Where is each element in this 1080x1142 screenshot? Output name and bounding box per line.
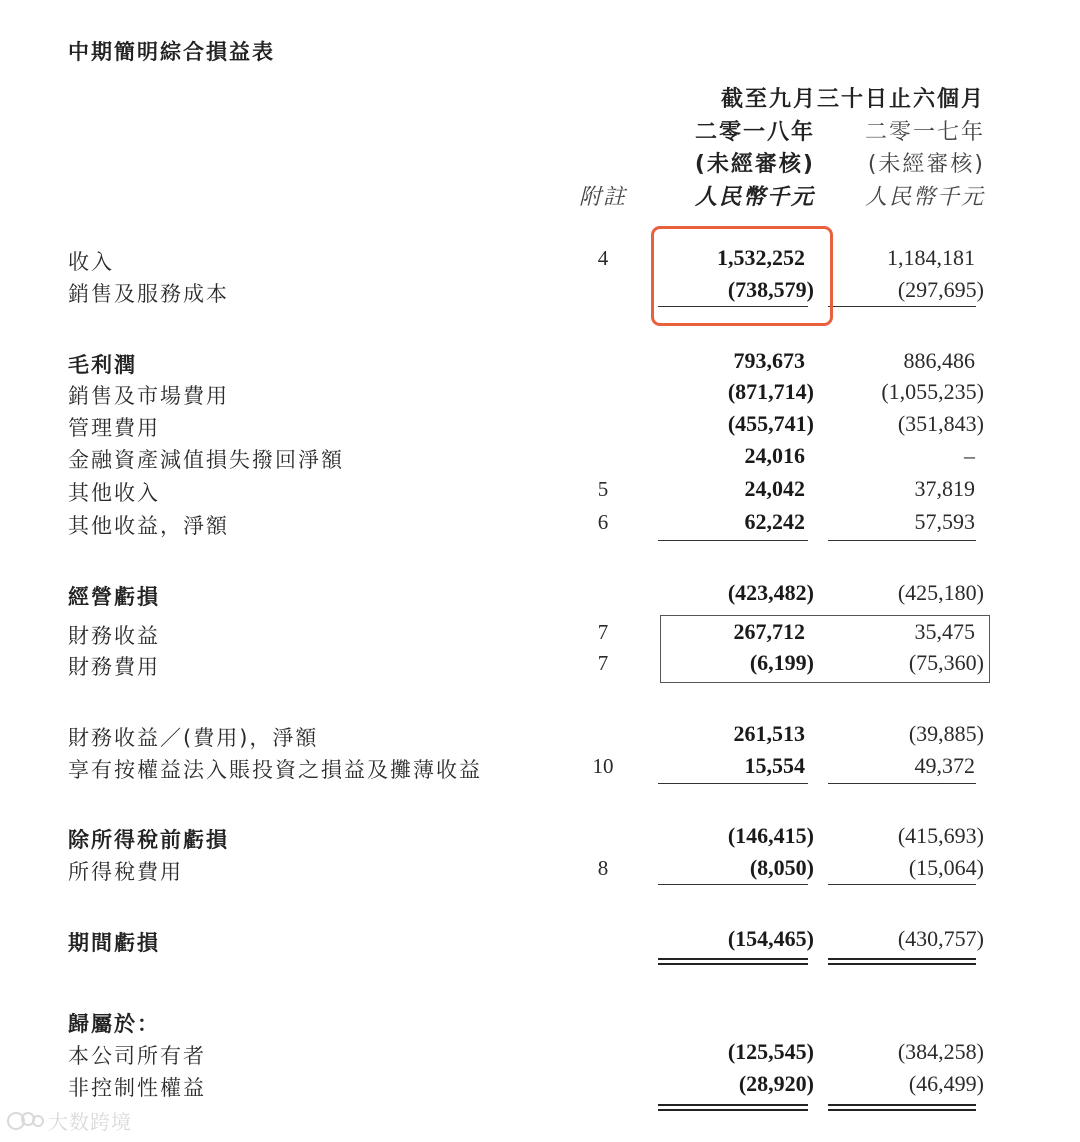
row-value-2017-period-loss: (430,757) — [897, 926, 984, 951]
row-value-2017-selling-marketing: (1,055,235) — [881, 379, 984, 404]
watermark-text: 大数跨境 — [48, 1110, 132, 1134]
row-value-2018-revenue: 1,532,252 — [717, 245, 805, 270]
row-label-income-tax: 所得稅費用 — [68, 860, 183, 884]
subtotal-rule — [658, 540, 808, 541]
highlight-box — [651, 226, 833, 326]
audit-2017-header: (未經審核) — [867, 152, 985, 177]
row-note-income-tax: 8 — [597, 856, 609, 880]
row-value-2017-other-gains: 57,593 — [914, 509, 975, 534]
row-value-2017-loss-before-tax: (415,693) — [897, 823, 984, 848]
subtotal-rule — [828, 306, 976, 307]
row-value-2018-income-tax: (8,050) — [749, 855, 814, 880]
row-label-loss-before-tax: 除所得稅前虧損 — [68, 828, 229, 852]
row-value-2018-owners: (125,545) — [727, 1039, 814, 1064]
row-value-2018-gross-profit: 793,673 — [733, 348, 805, 373]
row-value-2017-non-controlling: (46,499) — [908, 1071, 984, 1096]
row-note-other-gains: 6 — [597, 510, 609, 534]
row-value-2017-income-tax: (15,064) — [908, 855, 984, 880]
unit-2017-header: 人民幣千元 — [864, 185, 985, 210]
row-label-other-income: 其他收入 — [68, 481, 160, 505]
row-value-2017-other-income: 37,819 — [914, 476, 975, 501]
row-value-2018-finance-income: 267,712 — [733, 619, 805, 644]
row-label-other-gains: 其他收益，淨額 — [68, 514, 229, 538]
watermark — [6, 1106, 132, 1135]
row-label-admin-expenses: 管理費用 — [68, 416, 160, 440]
row-value-2017-cost-of-sales: (297,695) — [897, 277, 984, 302]
subtotal-rule — [658, 884, 808, 885]
row-value-2017-revenue: 1,184,181 — [887, 245, 975, 270]
row-value-2018-operating-loss: (423,482) — [727, 580, 814, 605]
row-note-finance-income: 7 — [597, 620, 609, 644]
row-label-finance-net: 財務收益／(費用)，淨額 — [68, 726, 319, 750]
row-value-2018-other-gains: 62,242 — [744, 509, 805, 534]
note-column-header: 附註 — [578, 185, 627, 210]
total-double-rule — [658, 958, 808, 965]
unit-2018-header: 人民幣千元 — [694, 185, 815, 210]
watermark-logo-icon — [6, 1109, 46, 1133]
statement-title: 中期簡明綜合損益表 — [68, 40, 275, 64]
year-2017-header: 二零一七年 — [864, 120, 985, 145]
row-value-2018-cost-of-sales: (738,579) — [727, 277, 814, 302]
row-value-2018-non-controlling: (28,920) — [738, 1071, 814, 1096]
row-value-2018-period-loss: (154,465) — [727, 926, 814, 951]
row-label-non-controlling: 非控制性權益 — [68, 1076, 206, 1100]
row-value-2017-operating-loss: (425,180) — [897, 580, 984, 605]
subtotal-rule — [828, 540, 976, 541]
subtotal-rule — [828, 783, 976, 784]
row-value-2017-equity-method: 49,372 — [914, 753, 975, 778]
row-label-operating-loss: 經營虧損 — [68, 585, 160, 609]
year-2018-header: 二零一八年 — [694, 120, 815, 145]
row-label-attributable-to: 歸屬於： — [68, 1012, 160, 1036]
row-value-2018-other-income: 24,042 — [744, 476, 805, 501]
total-double-rule — [828, 958, 976, 965]
row-value-2017-admin-expenses: (351,843) — [897, 411, 984, 436]
row-value-2017-finance-net: (39,885) — [908, 721, 984, 746]
row-value-2018-admin-expenses: (455,741) — [727, 411, 814, 436]
row-value-2018-finance-net: 261,513 — [733, 721, 805, 746]
row-label-impairment-reversal: 金融資產減值損失撥回淨額 — [68, 448, 344, 472]
total-double-rule — [828, 1104, 976, 1111]
audit-2018-header: (未經審核) — [694, 152, 815, 177]
row-value-2018-loss-before-tax: (146,415) — [727, 823, 814, 848]
row-value-2018-finance-costs: (6,199) — [749, 650, 814, 675]
row-label-gross-profit: 毛利潤 — [68, 353, 137, 377]
period-header: 截至九月三十日止六個月 — [720, 87, 985, 112]
row-value-2017-impairment-reversal: – — [964, 443, 975, 468]
subtotal-rule — [658, 783, 808, 784]
row-value-2018-equity-method: 15,554 — [744, 753, 805, 778]
row-label-selling-marketing: 銷售及市場費用 — [68, 384, 229, 408]
row-label-revenue: 收入 — [68, 250, 114, 274]
row-label-period-loss: 期間虧損 — [68, 931, 160, 955]
row-label-cost-of-sales: 銷售及服務成本 — [68, 282, 229, 306]
row-value-2017-finance-income: 35,475 — [914, 619, 975, 644]
row-value-2017-gross-profit: 886,486 — [903, 348, 975, 373]
subtotal-rule — [828, 884, 976, 885]
row-value-2017-owners: (384,258) — [897, 1039, 984, 1064]
row-value-2018-impairment-reversal: 24,016 — [744, 443, 805, 468]
row-note-other-income: 5 — [597, 477, 609, 501]
row-label-equity-method: 享有按權益法入賬投資之損益及攤薄收益 — [68, 758, 482, 782]
row-note-revenue: 4 — [597, 246, 609, 270]
total-double-rule — [658, 1104, 808, 1111]
row-label-owners: 本公司所有者 — [68, 1044, 206, 1068]
row-value-2018-selling-marketing: (871,714) — [727, 379, 814, 404]
row-label-finance-costs: 財務費用 — [68, 655, 160, 679]
row-note-finance-costs: 7 — [597, 651, 609, 675]
row-label-finance-income: 財務收益 — [68, 624, 160, 648]
row-value-2017-finance-costs: (75,360) — [908, 650, 984, 675]
row-note-equity-method: 10 — [592, 754, 614, 778]
